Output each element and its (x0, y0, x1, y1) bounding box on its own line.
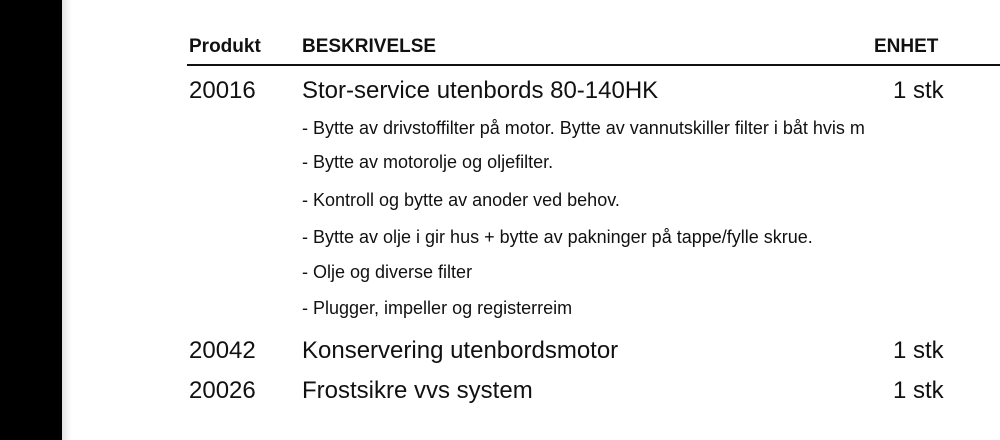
detail-line: - Bytte av olje i gir hus + bytte av pakninger på tappe/fylle skrue. (302, 227, 813, 247)
detail-line: - Bytte av motorolje og oljefilter. (302, 152, 554, 172)
product-code: 20016 (189, 77, 256, 104)
header-description: BESKRIVELSE (302, 36, 437, 57)
detail-line: - Olje og diverse filter (302, 262, 473, 282)
product-code: 20026 (189, 377, 256, 404)
left-black-border (0, 0, 62, 440)
product-unit: 1 stk (893, 337, 944, 364)
header-unit: ENHET (874, 36, 939, 57)
detail-line: - Bytte av drivstoffilter på motor. Bytte av vannutskiller filter i båt hvis m (302, 118, 865, 138)
product-description: Stor-service utenbords 80-140HK (302, 77, 659, 104)
product-unit: 1 stk (893, 77, 944, 104)
detail-line: - Kontroll og bytte av anoder ved behov. (302, 190, 620, 210)
page-edge-shadow (62, 0, 72, 440)
product-description: Konservering utenbordsmotor (302, 337, 619, 364)
document-page (62, 0, 1000, 440)
detail-line: - Plugger, impeller og registerreim (302, 298, 573, 318)
product-description: Frostsikre vvs system (302, 377, 533, 404)
header-product: Produkt (189, 36, 261, 57)
product-unit: 1 stk (893, 377, 944, 404)
header-rule (187, 64, 1000, 66)
product-code: 20042 (189, 337, 256, 364)
